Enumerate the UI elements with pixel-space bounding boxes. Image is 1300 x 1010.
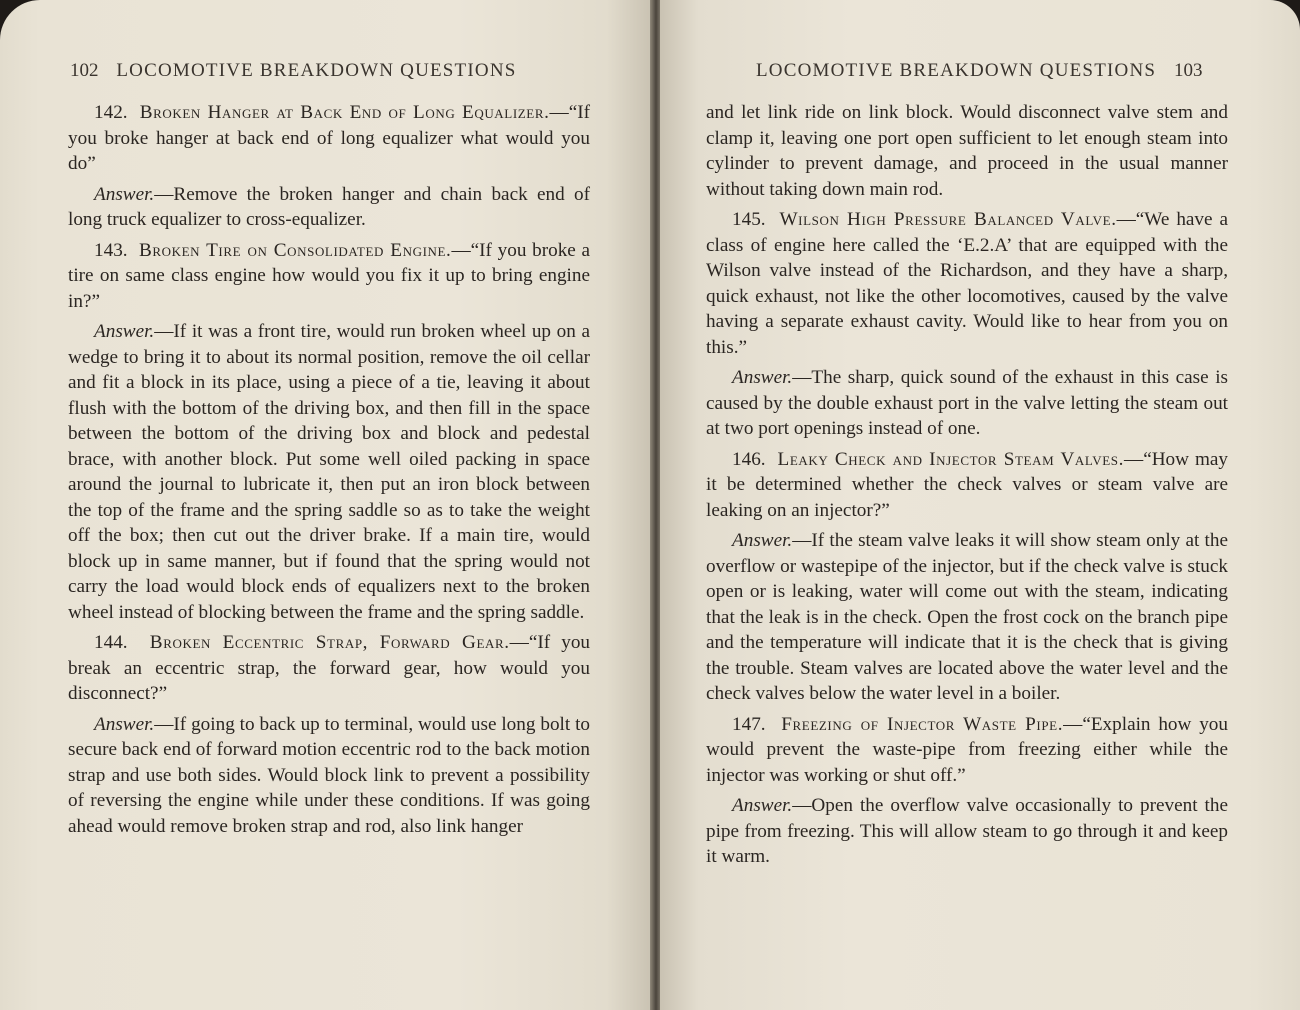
left-page-body — [68, 100, 590, 844]
right-page — [660, 0, 1300, 1010]
paragraph: 142. Broken Hanger at Back End of Long Equalizer.—“If you broke hanger at back end of long equalizer what would you do” — [68, 102, 590, 174]
question-title: Leaky Check and Injector Steam Valves. — [777, 448, 1124, 470]
question-title: Broken Hanger at Back End of Long Equalizer. — [139, 102, 550, 123]
answer-label: Answer. — [94, 183, 155, 205]
question-title: Broken Tire on Consolidated Engine. — [138, 239, 452, 261]
answer-label: Answer. — [732, 367, 793, 388]
paragraph: Answer.—If it was a front tire, would run broken wheel up on a wedge to bring it to about its normal position, remove the oil cellar and fit a block in its place, using a piece of a tie, leaving it about flush with the bottom of the driving box, and then fill in the space between the bottom of the driving box and block and pedestal brace, with another block. Put some well oiled packing in space around the journal to lubricate it, then put an iron block between the top of the frame and the spring saddle so as to take the weight off the box; then cut out the driver brake. If a main tire, would block up in same manner, but if found that the spring would not carry the load would block ends of equalizers next to the broken wheel instead of blocking between the frame and the spring saddle. — [68, 321, 590, 623]
answer-label: Answer. — [732, 530, 793, 551]
paragraph: 145. Wilson High Pressure Balanced Valve.—“We have a class of engine here called the ‘E.2.A’ that are equipped with the Wilson valve instead of the Richardson, and they have a sharp, quick exhaust, not like the other locomotives, caused by the valve having a separate exhaust cavity. Would like to hear from you on this.” — [706, 209, 1229, 358]
paragraph: 143. Broken Tire on Consolidated Engine.—“If you broke a tire on same class engine how would you fix it up to bring engine in?” — [68, 239, 591, 312]
paragraph: Answer.—Remove the broken hanger and chain back end of long truck equalizer to cross-equalizer. — [68, 183, 590, 230]
page-number: 102 — [70, 60, 99, 81]
question-title: Wilson High Pressure Balanced Valve. — [779, 209, 1117, 230]
paragraph: Answer.—If going to back up to terminal, would use long bolt to secure back end of forward motion eccentric rod to the back motion strap and use both sides. Would block link to prevent a possibility of reversing the engine while under these conditions. If was going ahead would remove broken strap and rod, also link hanger — [68, 713, 590, 837]
answer-label: Answer. — [94, 713, 155, 735]
paragraph: Answer.—Open the overflow valve occasionally to prevent the pipe from freezing. This will allow steam to go through it and keep it warm. — [706, 795, 1228, 867]
left-running-head — [70, 60, 517, 82]
answer-label: Answer. — [94, 321, 155, 342]
right-running-head — [756, 60, 1203, 82]
paragraph: and let link ride on link block. Would disconnect valve stem and clamp it, leaving one port open sufficient to let enough steam into cylinder to prevent damage, and proceed in the usual manner without taking down main rod. — [706, 102, 1228, 200]
running-head-title: LOCOMOTIVE BREAKDOWN QUESTIONS — [756, 60, 1157, 81]
question-title: Freezing of Injector Waste Pipe. — [781, 713, 1064, 735]
paragraph: 147. Freezing of Injector Waste Pipe.—“Explain how you would prevent the waste-pipe from freezing either while the injector was working or shut off.” — [706, 713, 1228, 786]
answer-label: Answer. — [732, 795, 793, 816]
right-page-body — [706, 100, 1228, 875]
paragraph: Answer.—The sharp, quick sound of the exhaust in this case is caused by the double exhaust port in the valve letting the steam out at two port openings instead of one. — [706, 367, 1228, 439]
page-number: 103 — [1174, 60, 1203, 81]
paragraph: Answer.—If the steam valve leaks it will show steam only at the overflow or wastepipe of the injector, but if the check valve is stuck open or is leaking, water will come out with the steam, indicating that the leak is in the check. Open the frost cock on the branch pipe and the temperature will indicate that it is the check that is giving the trouble. Steam valves are located above the water level and the check valves below the water level in a boiler. — [706, 530, 1228, 704]
running-head-title: LOCOMOTIVE BREAKDOWN QUESTIONS — [116, 60, 517, 81]
question-title: Broken Eccentric Strap, Forward Gear. — [149, 632, 510, 653]
paragraph: 146. Leaky Check and Injector Steam Valves.—“How may it be determined whether the check valves or steam valve are leaking on an injector?” — [706, 448, 1229, 521]
paragraph: 144. Broken Eccentric Strap, Forward Gear.—“If you break an eccentric strap, the forward gear, how would you disconnect?” — [68, 632, 591, 704]
